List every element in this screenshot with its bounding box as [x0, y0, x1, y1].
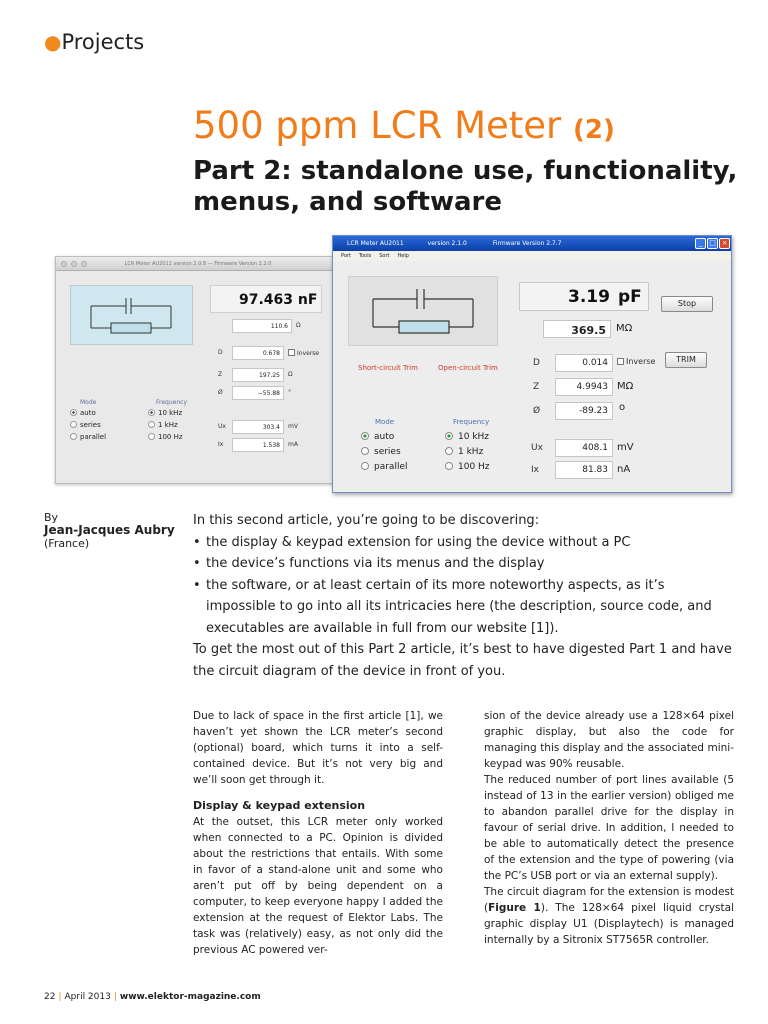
list-item: • the device’s functions via its menus and the display: [193, 553, 738, 575]
maximize-icon[interactable]: □: [707, 238, 718, 249]
radio-selected-icon: [361, 432, 369, 440]
mode-group-label: Mode: [80, 399, 97, 406]
phi-field: −55.88: [232, 386, 284, 400]
z-unit: MΩ: [617, 381, 634, 392]
mac-close-icon: [61, 261, 67, 267]
mode-series-radio[interactable]: [361, 447, 401, 457]
page-footer: [44, 992, 261, 1002]
menu-sort[interactable]: Sort: [379, 253, 390, 259]
freq-option-label: 10 kHz: [458, 432, 490, 442]
freq-option-label: 100 Hz: [458, 462, 490, 472]
d-field: 0.014: [555, 354, 613, 372]
body-column-2: [484, 708, 734, 948]
freq-option-label: 100 Hz: [158, 433, 183, 441]
circuit-diagram-front: [348, 276, 498, 346]
minimize-icon[interactable]: _: [695, 238, 706, 249]
freq-option-label: 1 kHz: [158, 421, 178, 429]
screenshot-window-windows: [332, 235, 732, 493]
capacitor-resistor-icon: [349, 277, 499, 347]
ix-field: 81.83: [555, 461, 613, 479]
bullet-dot-icon: ●: [44, 30, 62, 54]
secondary-field: 369.5: [543, 320, 611, 338]
secondary-unit: MΩ: [616, 323, 633, 334]
close-icon[interactable]: ×: [719, 238, 730, 249]
mode-option-label: parallel: [374, 462, 408, 472]
issue-date: April 2013: [64, 992, 111, 1002]
byline-by: By: [44, 511, 59, 524]
title-part: (2): [573, 115, 615, 145]
d-field: 0.678: [232, 346, 284, 360]
d-label: D: [218, 349, 223, 356]
mode-option-label: parallel: [80, 433, 107, 441]
section-heading: Display & keypad extension: [193, 799, 366, 812]
phi-label: Ø: [218, 389, 223, 396]
menu-tools[interactable]: Tools: [358, 253, 372, 259]
inverse-label: Inverse: [297, 350, 320, 357]
body-paragraph: At the outset, this LCR meter only worked when connected to a PC. Opinion is divided about the restrictions that entails. With some in favor of a stand-alone unit and some who aren’t put off by being dependent on a computer, to keep everyone happy I added the extension at the request of Elektor Labs. The task was (relatively) easy, as not only did the previous AC powered ver-: [193, 816, 443, 956]
freq-10khz-radio[interactable]: [445, 432, 489, 442]
phi-field: -89.23: [555, 402, 613, 420]
freq-option-label: 1 kHz: [458, 447, 484, 457]
phi-label: Ø: [533, 406, 541, 416]
intro-bullet-list: [193, 532, 738, 640]
window-version: version 2.1.0: [427, 240, 467, 247]
freq-100hz-radio[interactable]: [445, 462, 490, 472]
open-circuit-trim[interactable]: Open-circuit Trim: [438, 364, 498, 372]
radio-icon: [361, 447, 369, 455]
text-run: The circuit diagram for the extension is modest (: [484, 886, 734, 914]
freq-group-label: Frequency: [453, 418, 490, 426]
menu-bar: [333, 251, 731, 261]
radio-icon: [148, 421, 155, 428]
radio-icon: [70, 433, 77, 440]
ux-field: 303.4: [232, 420, 284, 434]
ux-label: Ux: [531, 443, 543, 453]
mode-option-label: auto: [80, 409, 96, 417]
freq-option-label: 10 kHz: [158, 409, 183, 417]
figure-reference: Figure 1: [488, 902, 541, 914]
article-subtitle: Part 2: standalone use, functionality, menus, and software: [193, 156, 738, 217]
section-tag: [44, 30, 144, 54]
mode-parallel-radio[interactable]: [361, 462, 407, 472]
checkbox-icon: [617, 358, 624, 365]
capacitor-resistor-icon: [71, 286, 194, 346]
freq-group-label: Frequency: [156, 399, 187, 406]
windows-title-bar: [333, 236, 731, 251]
separator-icon: |: [58, 992, 62, 1002]
body-paragraph: The reduced number of port lines available (5 instead of 13 in the earlier version) obliged me to abandon parallel drive for the display in favour of serial drive. In addition, I needed to be able to automatically detect the presence of the extension and the type of powering (via the PC’s USB port or via an external supply).: [484, 774, 734, 882]
radio-icon: [445, 462, 453, 470]
phi-unit: °: [288, 389, 291, 396]
byline-author: Jean-Jacques Aubry: [44, 523, 175, 537]
ix-unit: nA: [617, 464, 631, 475]
mode-option-label: series: [80, 421, 101, 429]
radio-selected-icon: [445, 432, 453, 440]
freq-1khz-radio[interactable]: [445, 447, 483, 457]
main-readout-front: [519, 282, 649, 311]
byline: [44, 511, 175, 550]
title-main: 500 ppm LCR Meter: [193, 104, 562, 147]
ux-unit: mV: [617, 442, 634, 453]
trim-button[interactable]: TRIM: [665, 352, 707, 368]
ix-field: 1.538: [232, 438, 284, 452]
inverse-checkbox[interactable]: [288, 349, 319, 357]
mode-group-label: Mode: [375, 418, 395, 426]
section-label: Projects: [61, 30, 145, 54]
z-field: 197.25: [232, 368, 284, 382]
freq-1khz-radio[interactable]: [148, 421, 178, 429]
article-title: [193, 104, 615, 147]
stop-button[interactable]: Stop: [661, 296, 713, 312]
main-unit: pF: [617, 287, 642, 307]
phi-unit: o: [619, 402, 626, 413]
list-item: • the software, or at least certain of its more noteworthy aspects, as it’s impossible to go into all its intricacies here (the description, source code, and executables are available in full from our website [1]).: [193, 575, 738, 640]
short-circuit-trim[interactable]: Short-circuit Trim: [358, 364, 418, 372]
intro-closing: To get the most out of this Part 2 article, it’s best to have digested Part 1 and have the circuit diagram of the device in front of you.: [193, 642, 732, 679]
body-paragraph: [484, 884, 734, 948]
freq-10khz-radio[interactable]: [148, 409, 182, 417]
inverse-label: Inverse: [626, 357, 656, 366]
ix-label: Ix: [218, 441, 224, 448]
inverse-checkbox[interactable]: [617, 357, 655, 366]
z-label: Z: [218, 371, 223, 378]
mode-option-label: auto: [374, 432, 395, 442]
main-readout-back: [210, 285, 322, 313]
secondary-unit: Ω: [296, 322, 301, 329]
mode-option-label: series: [374, 447, 401, 457]
page-number: 22: [44, 992, 56, 1002]
main-value: 97.463: [239, 292, 294, 308]
mac-zoom-icon: [81, 261, 87, 267]
mode-auto-radio[interactable]: [361, 432, 394, 442]
freq-100hz-radio[interactable]: [148, 433, 183, 441]
mode-parallel-radio[interactable]: [70, 433, 106, 441]
mac-title-bar: [56, 257, 340, 271]
circuit-diagram-back: [70, 285, 193, 345]
z-unit: Ω: [288, 371, 293, 378]
z-label: Z: [533, 382, 540, 392]
window-title: LCR Meter AU2011: [347, 240, 404, 247]
ux-field: 408.1: [555, 439, 613, 457]
text-run: ). The 128×64 pixel liquid crystal graphic display U1 (Displaytech) is managed internally by a Sitronix ST7565R controller.: [484, 902, 735, 946]
radio-icon: [361, 462, 369, 470]
ux-label: Ux: [218, 423, 226, 430]
secondary-field: 110.6: [232, 319, 292, 333]
main-value: 3.19: [568, 287, 610, 307]
radio-icon: [148, 433, 155, 440]
mac-minimize-icon: [71, 261, 77, 267]
screenshot-window-mac: [55, 256, 341, 484]
mac-window-title: LCR Meter AU2011 version 2.0.8 — Firmware Version 2.2.0: [124, 261, 272, 267]
menu-help[interactable]: Help: [397, 253, 409, 259]
d-label: D: [533, 358, 540, 368]
list-item: • the display & keypad extension for using the device without a PC: [193, 532, 738, 554]
body-paragraph: Due to lack of space in the first article [1], we haven’t yet shown the LCR meter’s second (optional) board, which turns it into a self-contained device. But it’s not very big and we’ll soon get through it.: [193, 710, 443, 786]
radio-icon: [445, 447, 453, 455]
ix-label: Ix: [531, 465, 539, 475]
radio-icon: [70, 421, 77, 428]
checkbox-icon: [288, 349, 295, 356]
website-link[interactable]: www.elektor-magazine.com: [119, 992, 261, 1002]
byline-country: (France): [44, 537, 90, 550]
radio-selected-icon: [148, 409, 155, 416]
body-paragraph: sion of the device already use a 128×64 pixel graphic display, but also the code for managing this display and the associated mini-keypad was 90% reusable.: [484, 710, 734, 770]
menu-port[interactable]: Port: [341, 253, 351, 259]
separator-icon: |: [113, 992, 117, 1002]
mode-series-radio[interactable]: [70, 421, 101, 429]
ix-unit: mA: [288, 441, 298, 448]
intro-paragraph: [193, 510, 738, 682]
main-unit: nF: [297, 292, 318, 308]
mode-auto-radio[interactable]: [70, 409, 96, 417]
z-field: 4.9943: [555, 378, 613, 396]
intro-lead: In this second article, you’re going to be discovering:: [193, 513, 540, 528]
ux-unit: mV: [288, 423, 298, 430]
window-firmware: Firmware Version 2.7.7: [492, 240, 562, 247]
body-column-1: [193, 708, 443, 958]
radio-selected-icon: [70, 409, 77, 416]
